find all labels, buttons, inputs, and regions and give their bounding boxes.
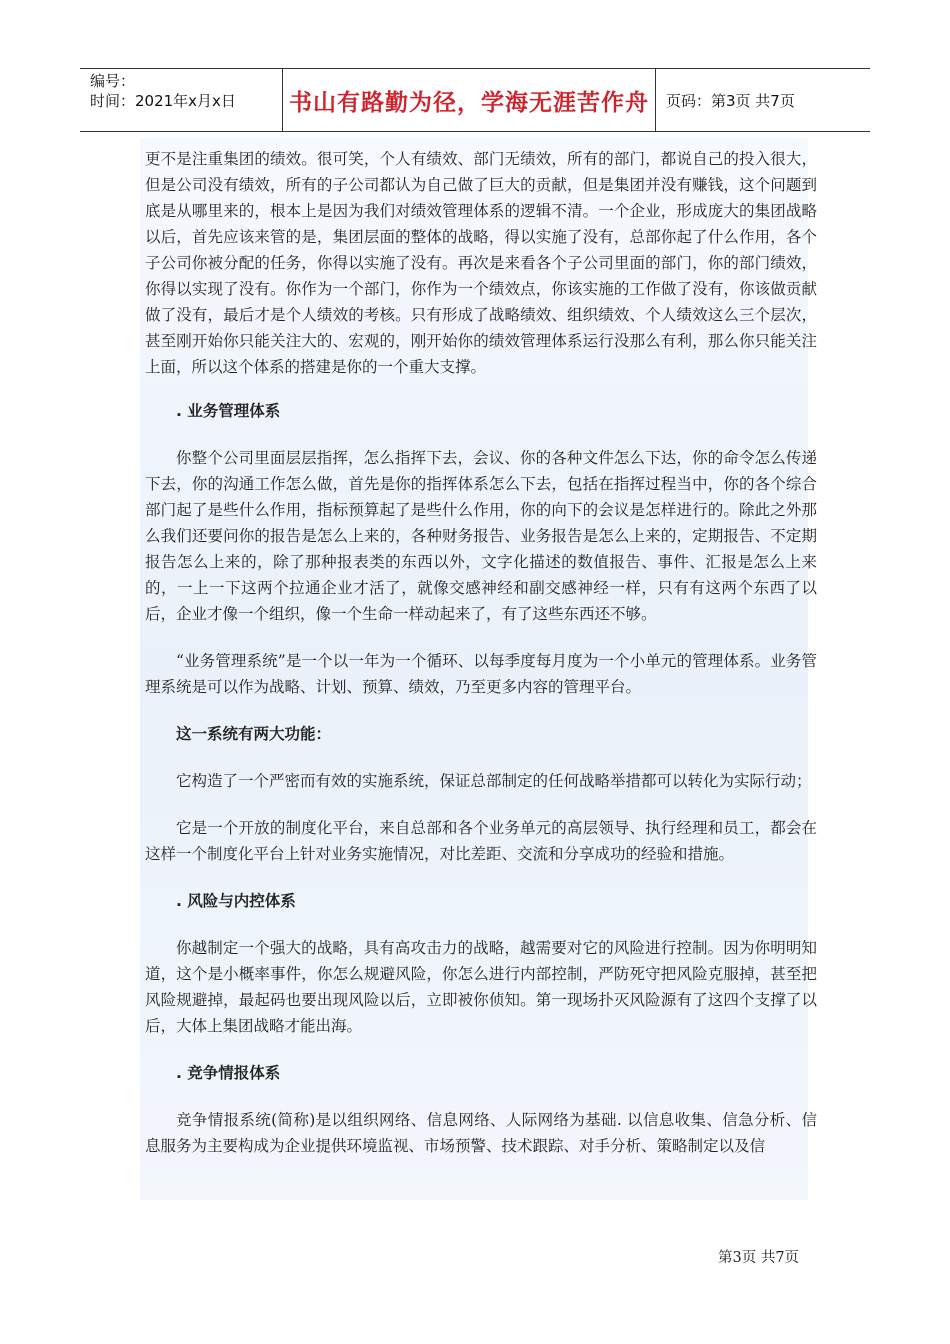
header-motto: 书山有路勤为径，学海无涯苦作舟: [282, 69, 656, 131]
page-header: [80, 68, 870, 132]
section-heading-intel: . 竞争情报体系: [176, 1064, 281, 1082]
document-body: [145, 146, 817, 1159]
paragraph-5: 它是一个开放的制度化平台，来自总部和各个业务单元的高层领导、执行经理和员工，都会在这样一个制度化平台上针对业务实施情况，对比差距、交流和分享成功的经验和措施。: [145, 819, 817, 863]
header-page-number: 页码：第3页 共7页: [666, 91, 795, 110]
paragraph-1: 更不是注重集团的绩效。很可笑，个人有绩效、部门无绩效，所有的部门，都说自己的投入很大，但是公司没有绩效，所有的子公司都认为自己做了巨大的贡献，但是集团并没有赚钱，这个问题到底是从哪里来的，根本上是因为我们对绩效管理体系的逻辑不清。一个企业，形成庞大的集团战略以后，首先应该来管的是，集团层面的整体的战略，得以实施了没有，总部你起了什么作用，各个子公司你被分配的任务，你得以实施了没有。再次是来看各个子公司里面的部门，你的部门绩效，你得以实现了没有。你作为一个部门，你作为一个绩效点，你该实施的工作做了没有，你该做贡献做了没有，最后才是个人绩效的考核。只有形成了战略绩效、组织绩效、个人绩效这么三个层次，甚至刚开始你只能关注大的、宏观的，刚开始你的绩效管理体系运行没那么有利，那么你只能关注上面，所以这个体系的搭建是你的一个重大支撑。: [145, 150, 817, 376]
footer-page-number: 第3页 共7页: [718, 1250, 800, 1266]
paragraph-2: 你整个公司里面层层指挥，怎么指挥下去，会议、你的各种文件怎么下达，你的命令怎么传递下去，你的沟通工作怎么做，首先是你的指挥体系怎么下去，包括在指挥过程当中，你的各个综合部门起了是些什么作用，指标预算起了是些什么作用，你的向下的会议是怎样进行的。除此之外那么我们还要问你的报告是怎么上来的，各种财务报告、业务报告是怎么上来的，定期报告、不定期报告怎么上来的，除了那种报表类的东西以外，文字化描述的数值报告、事件、汇报是怎么上来的，一上一下这两个拉通企业才活了，就像交感神经和副交感神经一样，只有有这两个东西了以后，企业才像一个组织，像一个生命一样动起来了，有了这些东西还不够。: [145, 449, 817, 623]
doc-date-label: 时间：2021年x月x日: [90, 92, 236, 110]
section-heading-risk: . 风险与内控体系: [176, 892, 296, 910]
paragraph-6: 你越制定一个强大的战略，具有高攻击力的战略，越需要对它的风险进行控制。因为你明明知道，这个是小概率事件，你怎么规避风险，你怎么进行内部控制，严防死守把风险克服掉，甚至把风险规避掉，最起码也要出现风险以后，立即被你侦知。第一现场扑灭风险源有了这四个支撑了以后，大体上集团战略才能出海。: [145, 939, 817, 1035]
paragraph-3: “业务管理系统”是一个以一年为一个循环、以每季度每月度为一个小单元的管理体系。业务管理系统是可以作为战略、计划、预算、绩效，乃至更多内容的管理平台。: [145, 652, 817, 696]
header-meta: [80, 69, 282, 131]
paragraph-4: 它构造了一个严密而有效的实施系统，保证总部制定的任何战略举措都可以转化为实际行动；: [176, 772, 812, 790]
section-heading-business: . 业务管理体系: [176, 402, 281, 420]
doc-number-label: 编号：: [90, 72, 136, 90]
paragraph-7: 竞争情报系统(简称)是以组织网络、信息网络、人际网络为基础. 以信息收集、信急分析、信息服务为主要构成为企业提供环境监视、市场预警、技术跟踪、对手分析、策略制定以及信: [145, 1111, 817, 1155]
section-heading-functions: 这一系统有两大功能：: [176, 725, 332, 743]
